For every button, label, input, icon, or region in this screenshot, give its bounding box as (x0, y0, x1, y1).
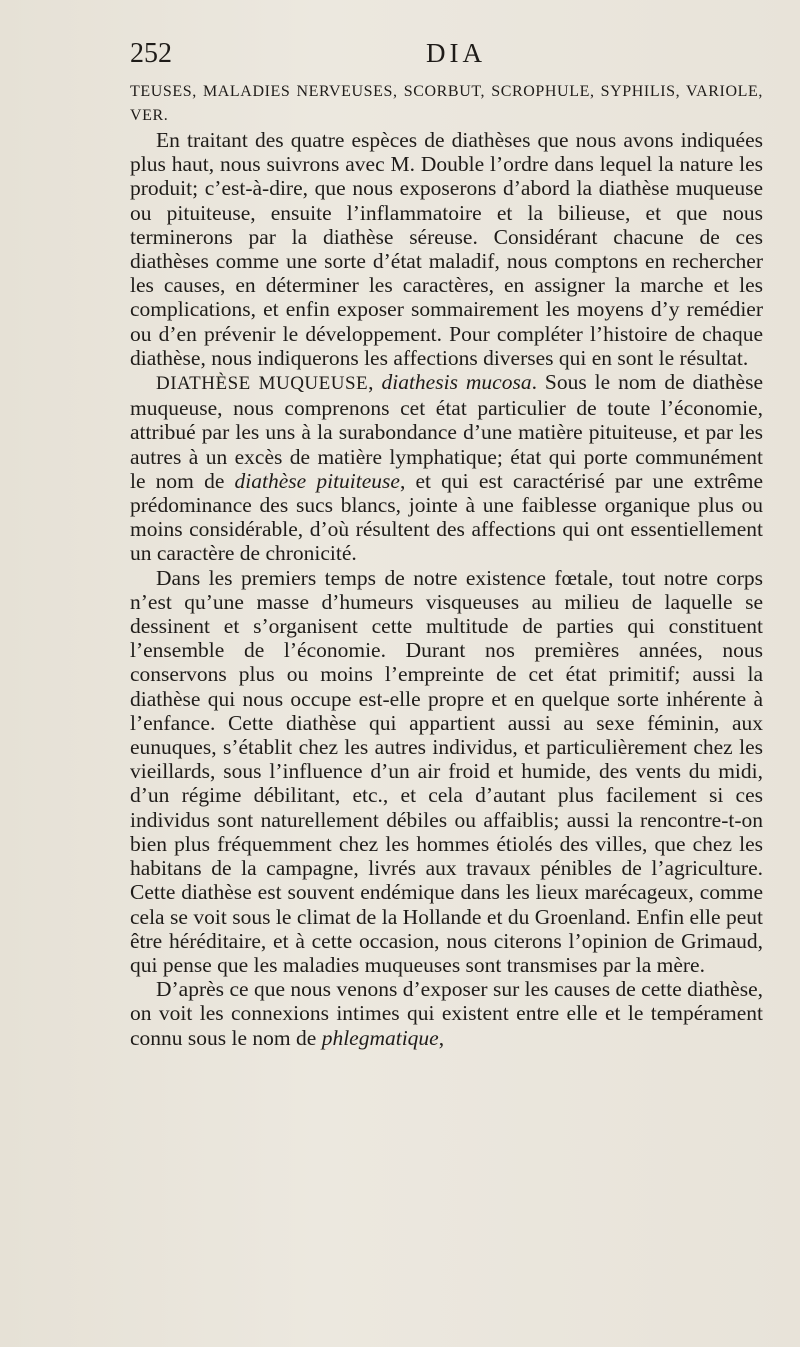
paragraph-3: Dans les premiers temps de notre existence fœtale, tout notre corps n’est qu’une masse d’humeurs visqueuses au milieu de laquelle se dessinent et s’organisent cette multitude de parties qui constituent l’ensemble de l’économie. Durant nos premières années, nous conservons plus ou moins l’empreinte de cet état primitif; aussi la diathèse qui nous occupe est-elle propre et en quelque sorte inhérente à l’enfance. Cette diathèse qui appartient aussi au sexe féminin, aux eunuques, s’établit chez les autres individus, et particulièrement chez les vieillards, sous l’influence d’un air froid et humide, des vents du midi, d’un régime débilitant, etc., et cela d’autant plus facilement si ces individus sont naturellement débiles ou affaiblis; aussi la rencontre-t-on bien plus fréquemment chez les hommes étiolés des villes, que chez les habitans de la campagne, livrés aux travaux pénibles de l’agriculture. Cette diathèse est souvent endémique dans les lieux marécageux, comme cela se voit sous le climat de la Hollande et du Groenland. Enfin elle peut être héréditaire, et à cette occasion, nous citerons l’opinion de Grimaud, qui pense que les maladies muqueuses sont transmises par la mère. (130, 565, 763, 977)
page-number: 252 (130, 38, 172, 69)
paragraph-2-text-b: , et qui est caractérisé par une extrême prédominance des sucs blancs, jointe à une faiblesse organique plus ou moins considérable, d’où résultent des affections qui ont essentiellement un caractère de chronicité. (130, 468, 763, 566)
paragraph-2: DIATHÈSE MUQUEUSE, diathesis mucosa. Sous le nom de diathèse muqueuse, nous comprenons cet état particulier de toute l’économie, attribué par les uns à la surabondance d’une matière pituiteuse, et par les autres à un excès de matière lymphatique; état qui porte communément le nom de diathèse pituiteuse, et qui est caractérisé par une extrême prédominance des sucs blancs, jointe à une faiblesse organique plus ou moins considérable, d’où résultent des affections qui ont essentiellement un caractère de chronicité. (130, 370, 763, 566)
paragraph-4 (130, 977, 763, 1050)
running-head: DIA (426, 38, 486, 68)
paragraph-2-text-a: . Sous le nom de diathèse muqueuse, nous comprenons cet état particulier de toute l’économie, attribué par les uns à la surabondance d’une matière pituiteuse, et par les autres à un excès de matière lymphatique; état qui porte communément le nom de (130, 370, 763, 493)
latin-term: diathesis mucosa (381, 370, 532, 395)
intro-line: TEUSES, MALADIES NERVEUSES, SCORBUT, SCROPHULE, SYPHILIS, VARIOLE, VER. (130, 83, 763, 124)
paragraph-4-text: D’après ce que nous venons d’exposer sur les causes de cette diathèse, on voit les connexions intimes qui existent entre elle et le tempérament connu sous le nom de (130, 977, 763, 1050)
paragraph-1: En traitant des quatre espèces de diathèses que nous avons indiquées plus haut, nous suivrons avec M. Double l’ordre dans lequel la nature les produit; c’est-à-dire, que nous exposerons d’abord la diathèse muqueuse ou pituiteuse, ensuite l’inflammatoire et la bilieuse, et que nous terminerons par la diathèse séreuse. Considérant chacune de ces diathèses comme une sorte d’état maladif, nous comptons en rechercher les causes, en déterminer les caractères, en assigner la marche et les complications, et enfin exposer sommairement les moyens d’y remédier ou d’en prévenir le développement. Pour compléter l’histoire de chaque diathèse, nous indiquerons les affections diverses qui en sont le résultat. (130, 128, 763, 370)
phlegmatique-term: phlegmatique (321, 1025, 439, 1050)
page-header (130, 38, 770, 74)
emphasis-term: diathèse pituiteuse (234, 468, 400, 493)
section-heading: DIATHÈSE MUQUEUSE (156, 373, 369, 395)
paragraph-4-end: , (438, 1025, 445, 1050)
body-text (130, 80, 763, 1050)
